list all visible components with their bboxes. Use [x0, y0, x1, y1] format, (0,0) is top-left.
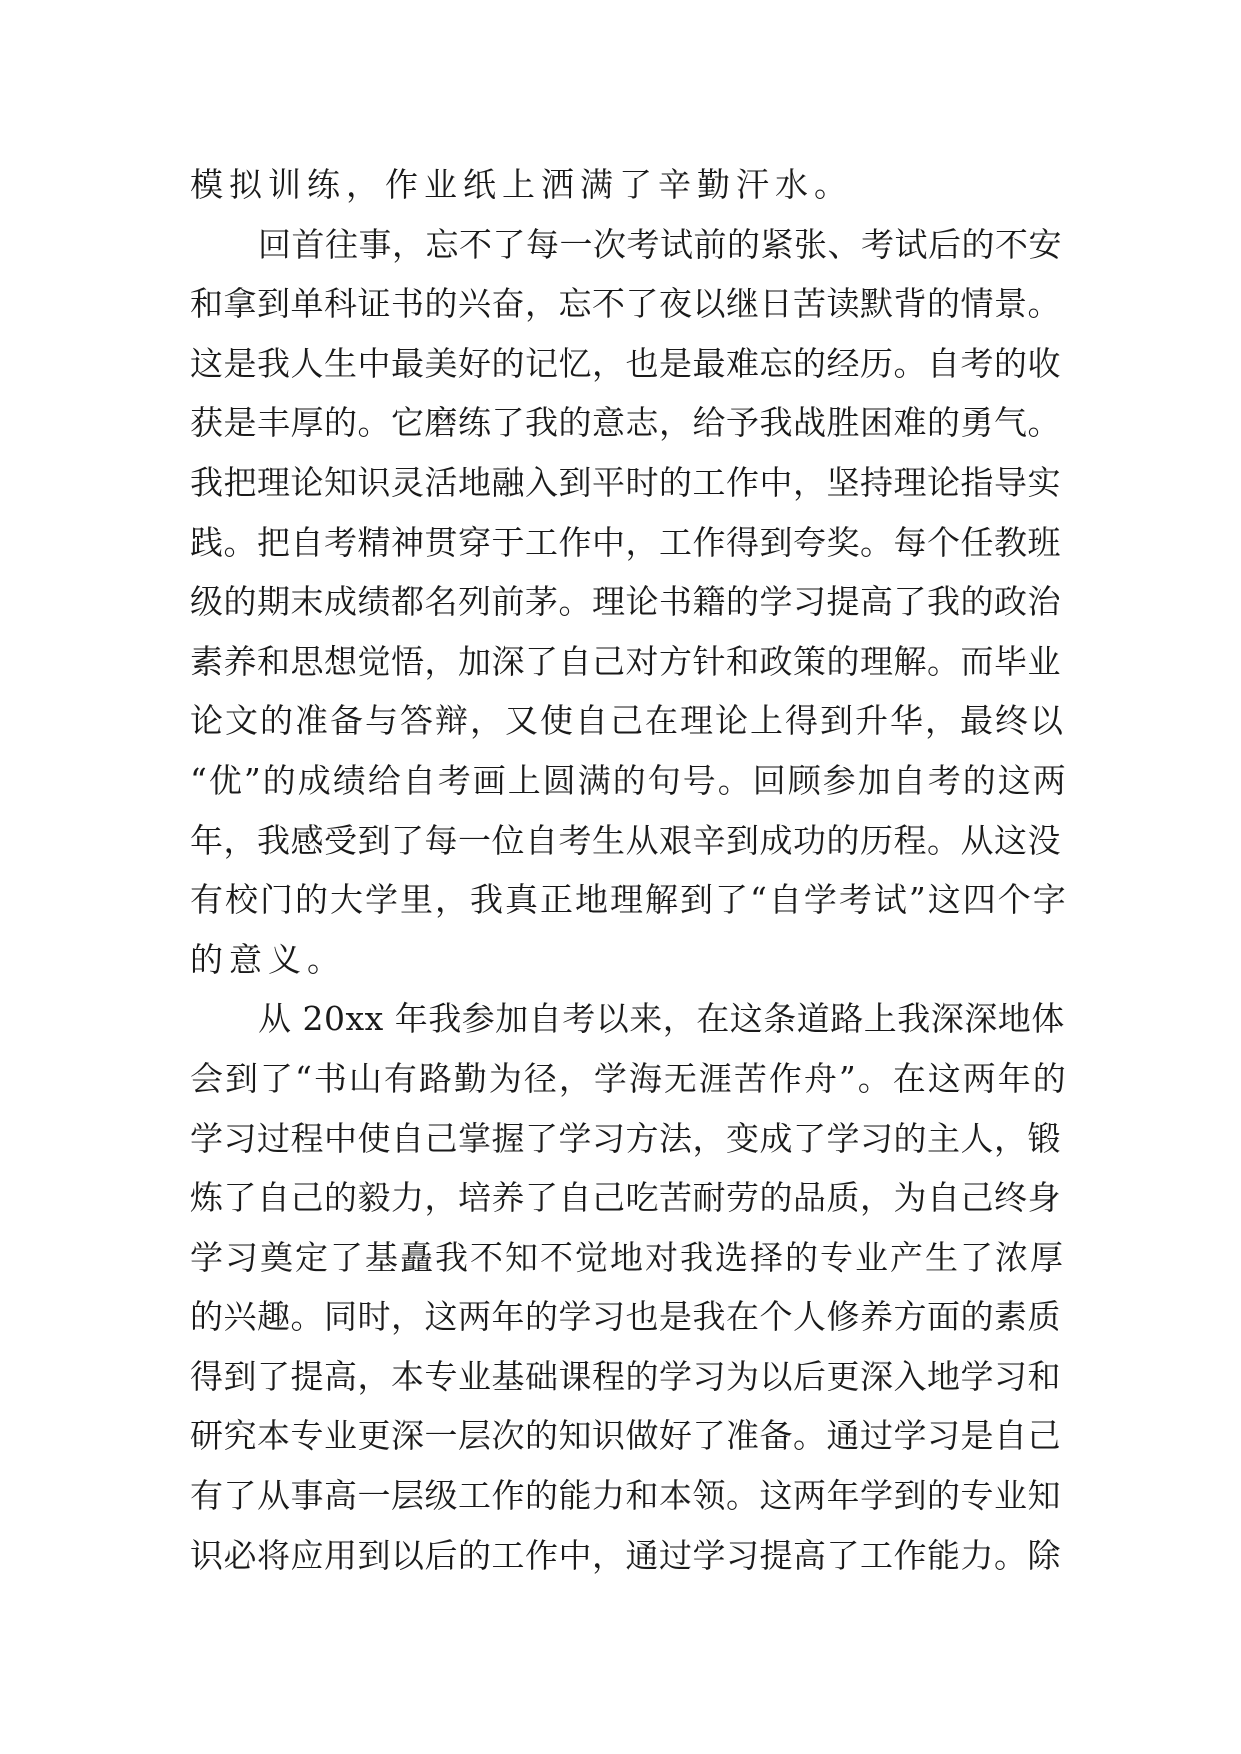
text-line: 会到了“书山有路勤为径，学海无涯苦作舟”。在这两年的: [190, 1058, 1068, 1098]
text-line: 年，我感受到了每一位自考生从艰辛到成功的历程。从这没: [190, 820, 1061, 860]
text-line: 级的期末成绩都名列前茅。理论书籍的学习提高了我的政治: [190, 582, 1061, 622]
text-line: 炼了自己的毅力，培养了自己吃苦耐劳的品质，为自己终身: [190, 1178, 1061, 1218]
text-line: “优”的成绩给自考画上圆满的句号。回顾参加自考的这两: [190, 760, 1068, 800]
text-line: 的意义。: [190, 939, 346, 979]
text-line: 有了从事高一层级工作的能力和本领。这两年学到的专业知: [190, 1476, 1061, 1516]
text-line: 和拿到单科证书的兴奋，忘不了夜以继日苦读默背的情景。: [190, 284, 1061, 324]
text-line: 识必将应用到以后的工作中，通过学习提高了工作能力。除: [190, 1535, 1061, 1575]
text-line: 从 20xx 年我参加自考以来，在这条道路上我深深地体: [258, 999, 1065, 1039]
text-line: 素养和思想觉悟，加深了自己对方针和政策的理解。而毕业: [190, 641, 1061, 681]
text-line: 我把理论知识灵活地融入到平时的工作中，坚持理论指导实: [190, 462, 1061, 502]
body-text: [190, 155, 1070, 1585]
text-line: 得到了提高，本专业基础课程的学习为以后更深入地学习和: [190, 1356, 1061, 1396]
text-line: 回首往事，忘不了每一次考试前的紧张、考试后的不安: [258, 224, 1062, 264]
text-line: 的兴趣。同时，这两年的学习也是我在个人修养方面的素质: [190, 1297, 1061, 1337]
text-line: 这是我人生中最美好的记忆，也是最难忘的经历。自考的收: [190, 343, 1061, 383]
text-line: 有校门的大学里，我真正地理解到了“自学考试”这四个字: [190, 880, 1068, 920]
text-line: 研究本专业更深一层次的知识做好了准备。通过学习是自己: [190, 1416, 1061, 1456]
text-line: 践。把自考精神贯穿于工作中，工作得到夸奖。每个任教班: [190, 522, 1061, 562]
text-line: 学习过程中使自己掌握了学习方法，变成了学习的主人，锻: [190, 1118, 1061, 1158]
text-line: 模拟训练，作业纸上洒满了辛勤汗水。: [190, 165, 853, 204]
text-line: 获是丰厚的。它磨练了我的意志，给予我战胜困难的勇气。: [190, 403, 1061, 443]
text-line: 论文的准备与答辩，又使自己在理论上得到升华，最终以: [190, 701, 1065, 741]
text-line: 学习奠定了基矗我不知不觉地对我选择的专业产生了浓厚: [190, 1237, 1065, 1277]
